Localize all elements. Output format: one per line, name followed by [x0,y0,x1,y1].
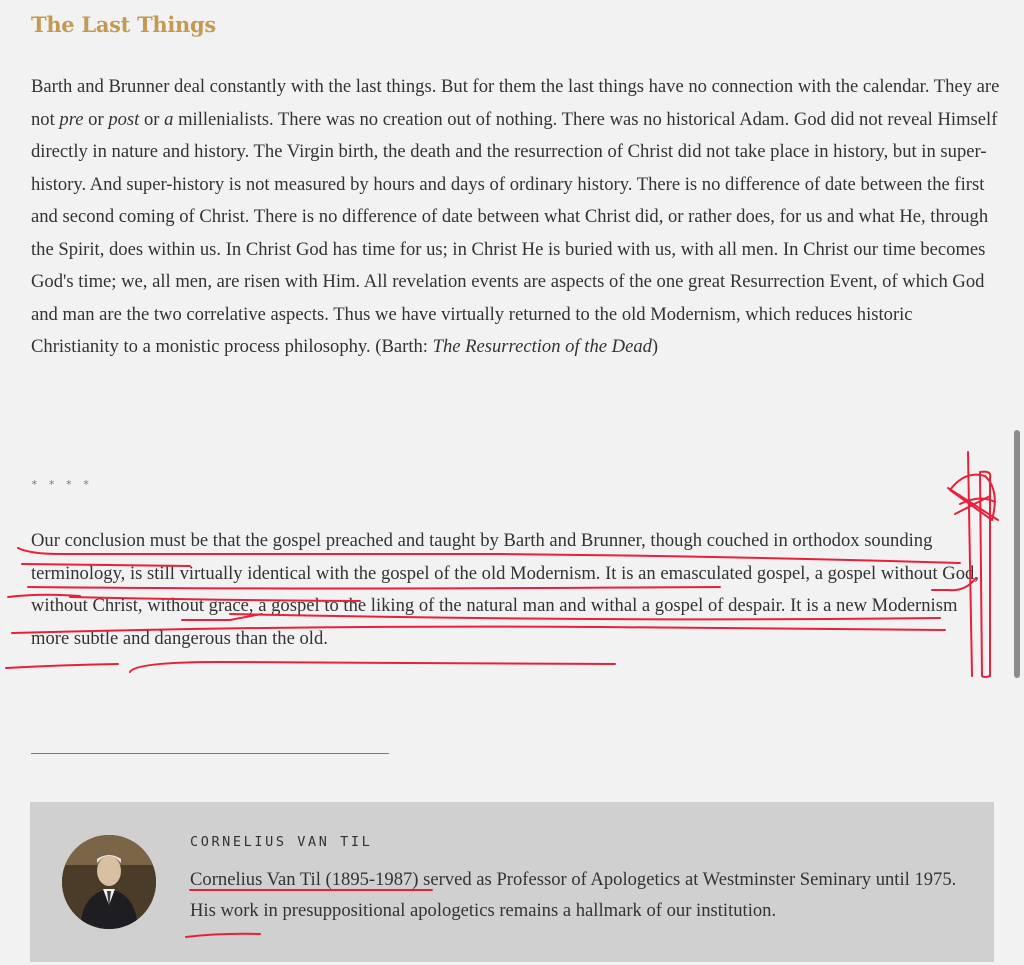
margin-scribble [950,475,995,520]
article-title: The Last Things [31,12,216,37]
margin-scribble [980,472,990,677]
italic-run: a [164,108,174,130]
italic-run: post [108,108,140,130]
paragraph-conclusion: Our conclusion must be that the gospel preached and taught by Barth and Brunner, though couched in orthodox sounding terminology, is still virtually identical with the gospel of the old Modernism. It is an emasculated gospel, a gospel without God, without Christ, without grace, a gospel to the liking of the natural man and withal a gospel of despair. It is a new Modernism more subtle and dangerous than the old. [31,530,979,649]
underline-stroke [6,664,118,668]
margin-scribble [960,498,995,504]
content-divider [31,753,389,754]
underline-stroke [130,662,615,672]
margin-scribble [948,488,998,520]
portrait-photo-icon [62,835,156,929]
text-run: Barth and Brunner deal constantly with the last things. But for them the last things have no connection with the calendar. They are not [31,76,1000,130]
paragraph-last-things [31,71,1003,364]
author-avatar [62,835,156,929]
section-separator: * * * * [31,478,92,491]
margin-scribble [955,496,990,514]
text-run: or [139,108,165,130]
italic-run: pre [59,108,84,130]
scrollbar-thumb[interactable] [1014,430,1020,678]
text-run: ) [651,336,659,357]
italic-run: The Resurrection of the Dead [432,336,652,357]
author-name: CORNELIUS VAN TIL [190,834,373,850]
text-run: or [83,108,109,130]
text-run: millenialists. There was no creation out of nothing. There was no historical Adam. God did not reveal Himself directly in nature and history. The Virgin birth, the death and the resurrection of Christ did not take place in history, but in super-history. And super-history is not measured by hours and days of ordinary history. There is no difference of date between the first and second coming of Christ. There is no difference of date between what Christ did, or rather does, for us and what He, through the Spirit, does within us. In Christ God has time for us; in Christ He is buried with us, with all men. In Christ our time becomes God's time; we, all men, are risen with Him. All revelation events are aspects of the one great Resurrection Event, of which God and man are the two correlative aspects. Thus we have virtually returned to the old Modernism, which reduces historic Christianity to a monistic process philosophy. (Barth: [31,108,998,357]
author-bio-box [30,802,994,962]
author-bio: Cornelius Van Til (1895-1987) served as Professor of Apologetics at Westminster Seminary until 1975. His work in presuppositional apologetics remains a hallmark of our institution. [190,869,957,921]
